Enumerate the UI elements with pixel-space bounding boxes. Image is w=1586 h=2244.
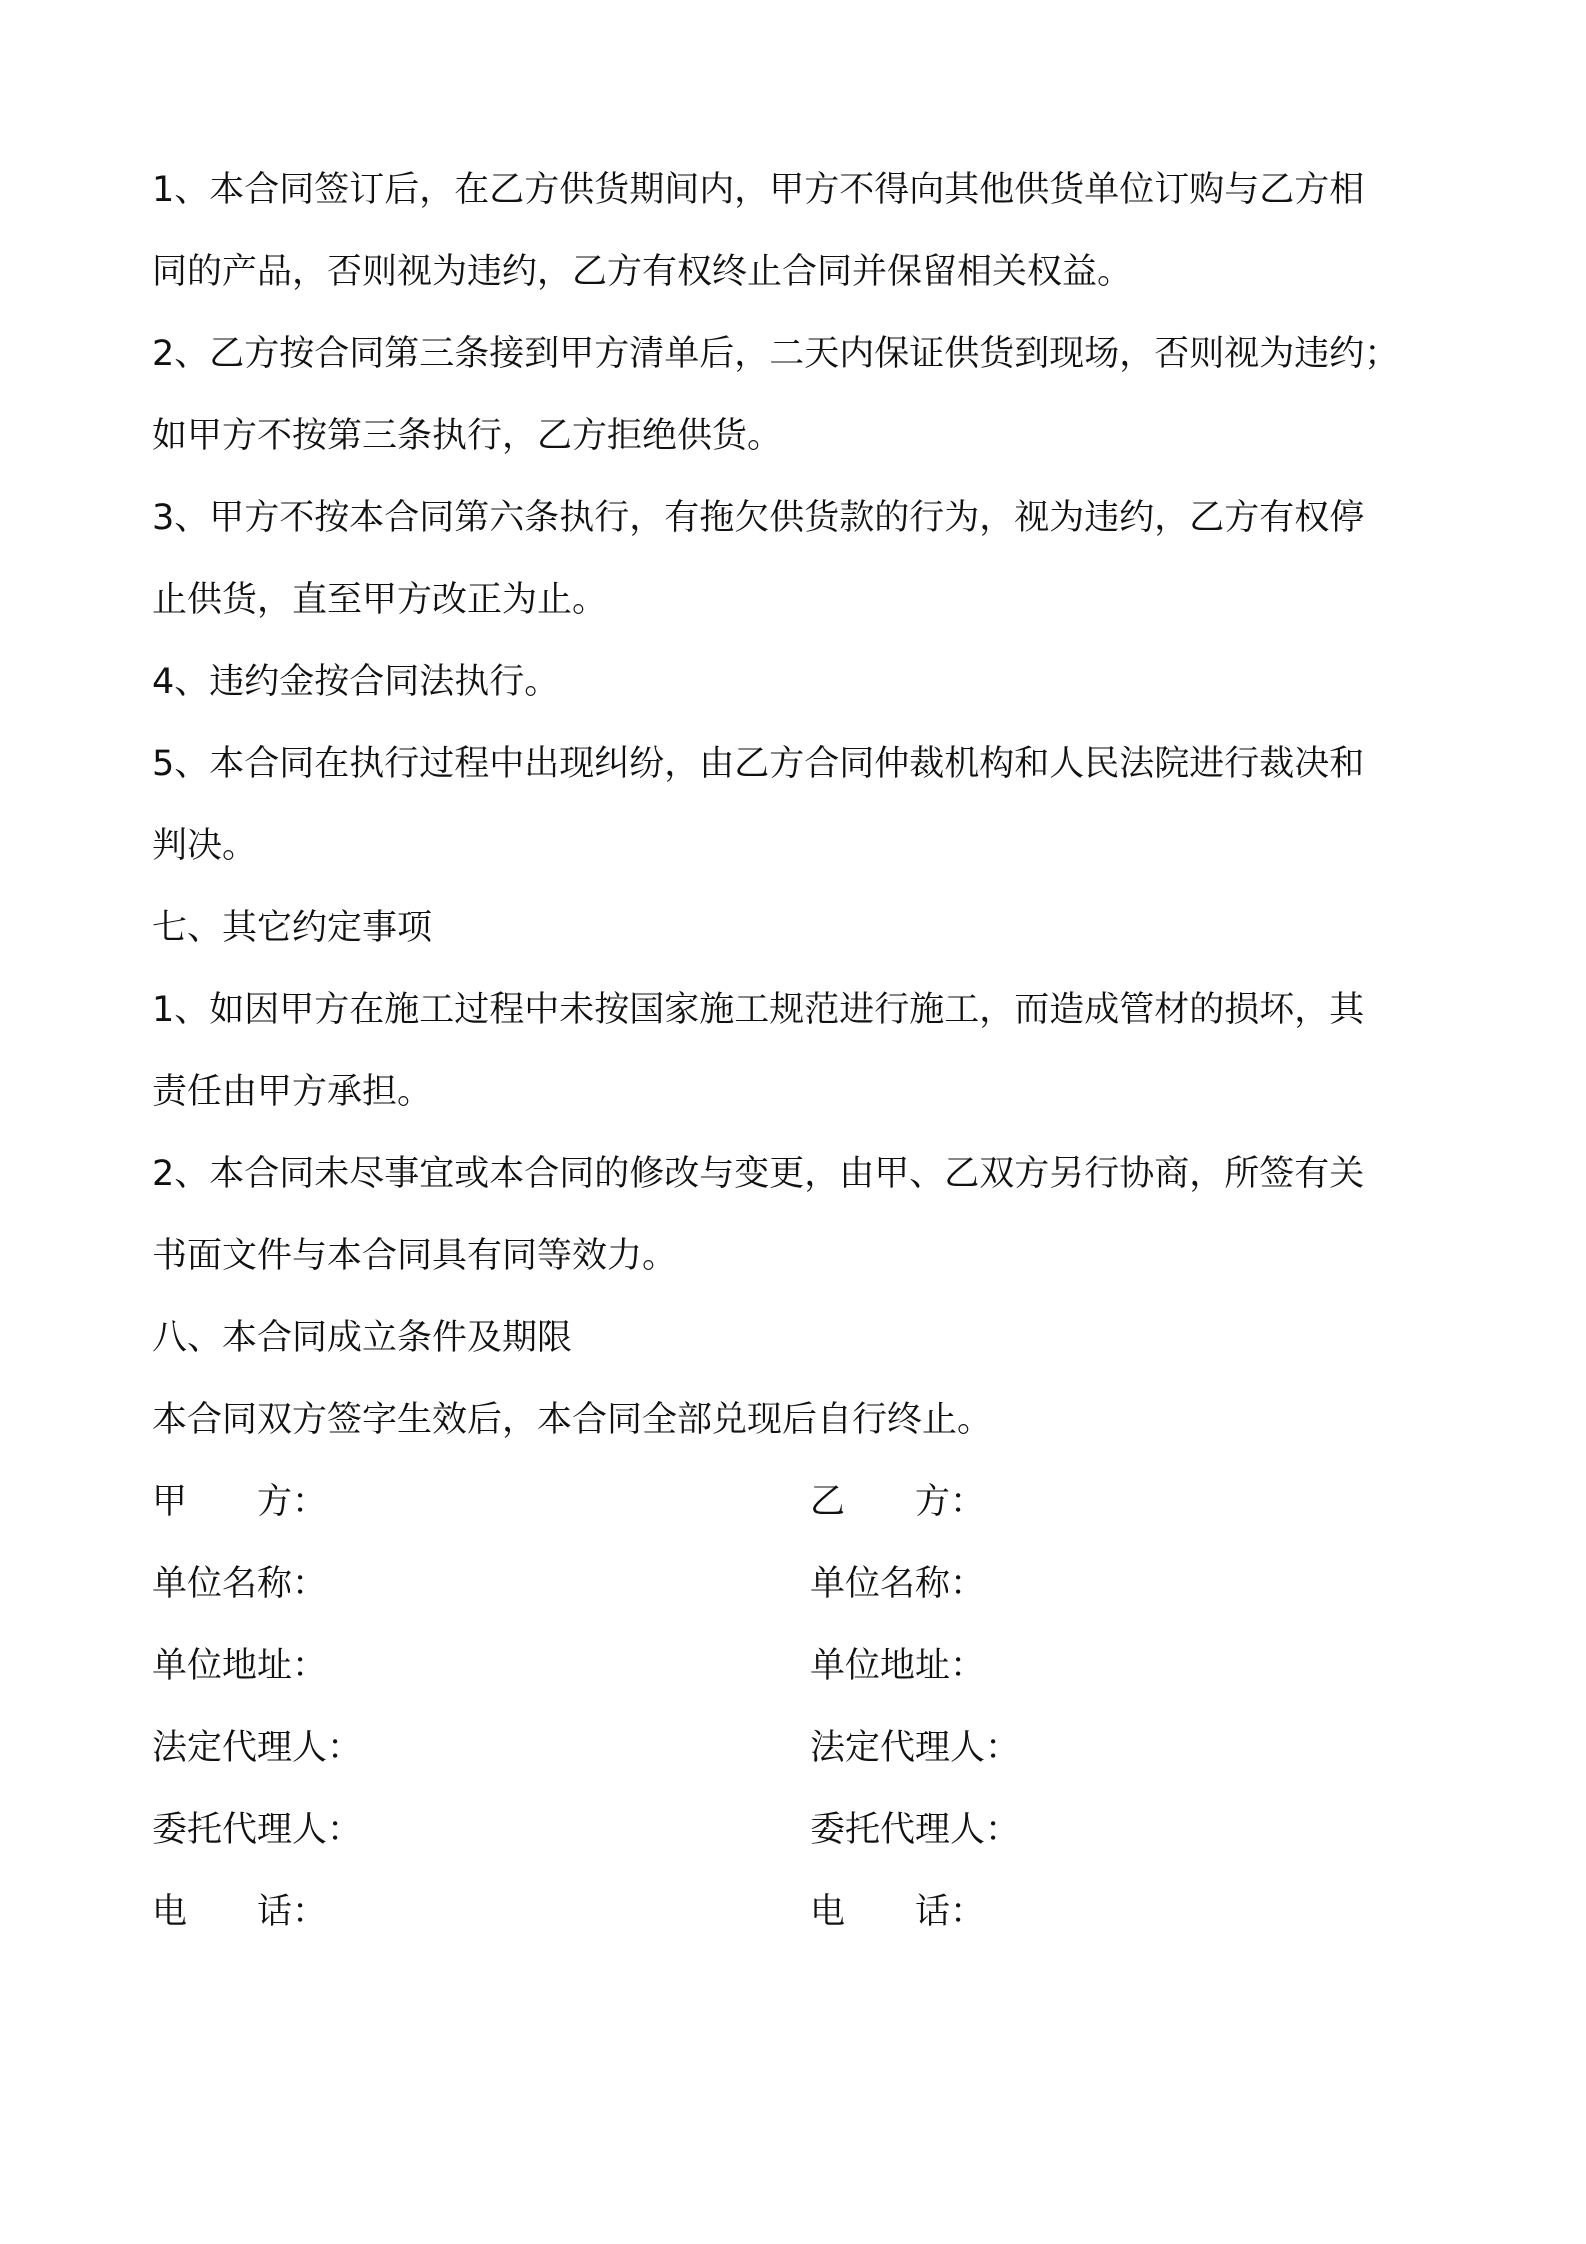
party-b-phone-label: 电 话： [810, 1892, 986, 1932]
clause-line: 责任由甲方承担。 [152, 1072, 433, 1112]
clause-line: 5、本合同在执行过程中出现纠纷，由乙方合同仲裁机构和人民法院进行裁决和 [152, 744, 1365, 784]
party-a-legal-agent-label: 法定代理人： [152, 1728, 363, 1768]
clause-line: 书面文件与本合同具有同等效力。 [152, 1236, 678, 1276]
party-a-entrusted-agent-label: 委托代理人： [152, 1810, 363, 1850]
clause-line: 4、违约金按合同法执行。 [152, 662, 560, 702]
clause-line: 2、乙方按合同第三条接到甲方清单后，二天内保证供货到现场，否则视为违约； [152, 334, 1400, 374]
clause-line: 1、如因甲方在施工过程中未按国家施工规范进行施工，而造成管材的损坏，其 [152, 990, 1365, 1030]
clause-line: 2、本合同未尽事宜或本合同的修改与变更，由甲、乙双方另行协商，所签有关 [152, 1154, 1365, 1194]
party-b-label: 乙 方： [810, 1482, 986, 1522]
section-heading: 七、其它约定事项 [152, 908, 433, 948]
clause-line: 止供货，直至甲方改正为止。 [152, 580, 608, 620]
clause-line: 同的产品，否则视为违约，乙方有权终止合同并保留相关权益。 [152, 252, 1133, 292]
clause-line: 1、本合同签订后，在乙方供货期间内，甲方不得向其他供货单位订购与乙方相 [152, 170, 1365, 210]
party-b-entrusted-agent-label: 委托代理人： [810, 1810, 1021, 1850]
clause-line: 如甲方不按第三条执行，乙方拒绝供货。 [152, 416, 783, 456]
clause-line: 本合同双方签字生效后，本合同全部兑现后自行终止。 [152, 1400, 993, 1440]
party-b-unit-name-label: 单位名称： [810, 1564, 986, 1604]
party-a-unit-address-label: 单位地址： [152, 1646, 328, 1686]
clause-line: 3、甲方不按本合同第六条执行，有拖欠供货款的行为，视为违约，乙方有权停 [152, 498, 1365, 538]
clause-line: 判决。 [152, 826, 258, 866]
section-heading: 八、本合同成立条件及期限 [152, 1318, 573, 1358]
party-a-unit-name-label: 单位名称： [152, 1564, 328, 1604]
party-b-legal-agent-label: 法定代理人： [810, 1728, 1021, 1768]
party-a-phone-label: 电 话： [152, 1892, 328, 1932]
party-b-unit-address-label: 单位地址： [810, 1646, 986, 1686]
party-a-label: 甲 方： [152, 1482, 328, 1522]
